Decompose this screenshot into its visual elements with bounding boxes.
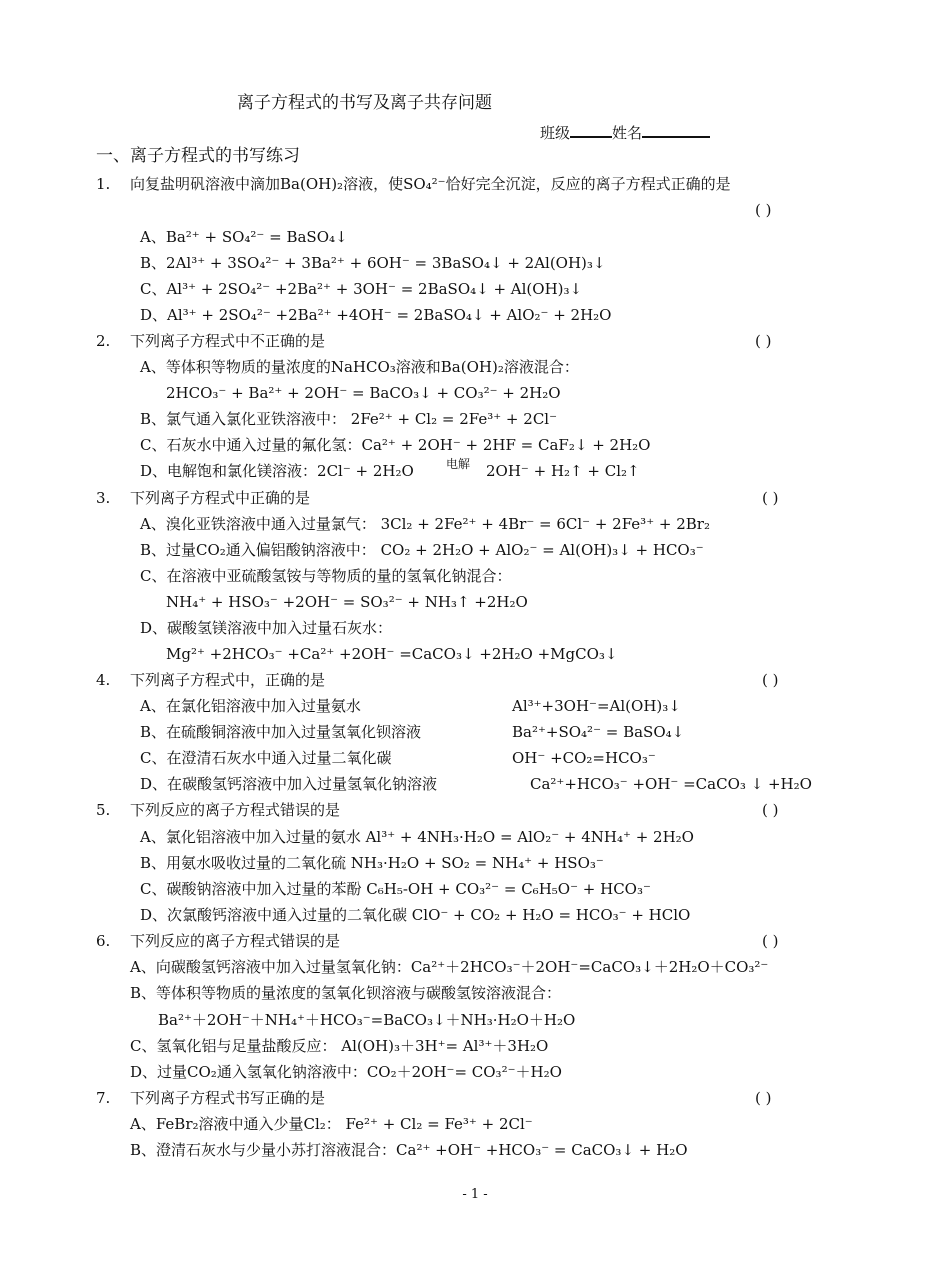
q7-answer-paren: ( ) xyxy=(755,1089,772,1107)
q5-num: 5. xyxy=(96,801,111,819)
q2-answer-paren: ( ) xyxy=(755,332,772,350)
q4-option-a: A、在氯化铝溶液中加入过量氨水 xyxy=(140,697,361,715)
q3-num: 3. xyxy=(96,489,111,507)
q4-option-d-eq: Ca²⁺+HCO₃⁻ +OH⁻ =CaCO₃ ↓ +H₂O xyxy=(530,775,812,793)
q5-stem: 下列反应的离子方程式错误的是 xyxy=(130,801,341,819)
class-label: 班级 xyxy=(540,124,571,142)
q2-num: 2. xyxy=(96,332,111,350)
q5-option-c: C、碳酸钠溶液中加入过量的苯酚 C₆H₅-OH + CO₃²⁻ = C₆H₅O⁻ + HCO₃⁻ xyxy=(140,880,651,898)
q4-option-c: C、在澄清石灰水中通入过量二氧化碳 xyxy=(140,749,392,767)
q3-option-d-eq: Mg²⁺ +2HCO₃⁻ +Ca²⁺ +2OH⁻ =CaCO₃↓ +2H₂O +MgCO₃↓ xyxy=(166,645,618,663)
q2-option-c: C、石灰水中通入过量的氟化氢：Ca²⁺ + 2OH⁻ + 2HF = CaF₂↓ + 2H₂O xyxy=(140,436,651,454)
q4-answer-paren: ( ) xyxy=(762,671,779,689)
name-blank xyxy=(642,122,710,138)
q2-electrolysis-label: 电解 xyxy=(446,457,471,471)
q4-option-d: D、在碳酸氢钙溶液中加入过量氢氧化钠溶液 xyxy=(140,775,438,793)
q5-answer-paren: ( ) xyxy=(762,801,779,819)
q4-option-c-eq: OH⁻ +CO₂=HCO₃⁻ xyxy=(512,749,656,767)
q6-option-c: C、氢氧化铝与足量盐酸反应： Al(OH)₃＋3H⁺= Al³⁺＋3H₂O xyxy=(130,1037,549,1055)
q3-stem: 下列离子方程式中正确的是 xyxy=(130,489,311,507)
q4-option-a-eq: Al³⁺+3OH⁻=Al(OH)₃↓ xyxy=(512,697,681,715)
q1-option-b: B、2Al³⁺ + 3SO₄²⁻ + 3Ba²⁺ + 6OH⁻ = 3BaSO₄↓ + 2Al(OH)₃↓ xyxy=(140,254,606,272)
q3-option-b: B、过量CO₂通入偏铝酸钠溶液中： CO₂ + 2H₂O + AlO₂⁻ = Al(OH)₃↓ + HCO₃⁻ xyxy=(140,541,704,559)
q2-option-a: A、等体积等物质的量浓度的NaHCO₃溶液和Ba(OH)₂溶液混合： xyxy=(140,358,579,376)
question-1 xyxy=(96,174,110,194)
class-blank xyxy=(570,122,612,138)
q3-option-a: A、溴化亚铁溶液中通入过量氯气： 3Cl₂ + 2Fe²⁺ + 4Br⁻ = 6Cl⁻ + 2Fe³⁺ + 2Br₂ xyxy=(140,515,710,533)
q2-option-d: D、电解饱和氯化镁溶液：2Cl⁻ + 2H₂O xyxy=(140,462,414,480)
q4-stem: 下列离子方程式中，正确的是 xyxy=(130,671,326,689)
q7-num: 7. xyxy=(96,1089,111,1107)
q6-option-d: D、过量CO₂通入氢氧化钠溶液中：CO₂＋2OH⁻= CO₃²⁻＋H₂O xyxy=(130,1063,562,1081)
q6-option-b-eq: Ba²⁺＋2OH⁻＋NH₄⁺＋HCO₃⁻=BaCO₃↓＋NH₃·H₂O＋H₂O xyxy=(158,1011,576,1029)
section-heading: 一、离子方程式的书写练习 xyxy=(96,146,300,166)
q1-answer-paren: ( ) xyxy=(755,201,772,219)
q6-num: 6. xyxy=(96,932,111,950)
q7-stem: 下列离子方程式书写正确的是 xyxy=(130,1089,326,1107)
q2-option-a-eq: 2HCO₃⁻ + Ba²⁺ + 2OH⁻ = BaCO₃↓ + CO₃²⁻ + 2H₂O xyxy=(166,384,561,402)
q3-option-d: D、碳酸氢镁溶液中加入过量石灰水： xyxy=(140,619,393,637)
q1-option-c: C、Al³⁺ + 2SO₄²⁻ +2Ba²⁺ + 3OH⁻ = 2BaSO₄↓ + Al(OH)₃↓ xyxy=(140,280,583,298)
page-title: 离子方程式的书写及离子共存问题 xyxy=(237,93,492,113)
q1-option-a: A、Ba²⁺ + SO₄²⁻ = BaSO₄↓ xyxy=(140,228,348,246)
q4-option-b-eq: Ba²⁺+SO₄²⁻ = BaSO₄↓ xyxy=(512,723,685,741)
q3-option-c-eq: NH₄⁺ + HSO₃⁻ +2OH⁻ = SO₃²⁻ + NH₃↑ +2H₂O xyxy=(166,593,528,611)
q5-option-a: A、氯化铝溶液中加入过量的氨水 Al³⁺ + 4NH₃·H₂O = AlO₂⁻ + 4NH₄⁺ + 2H₂O xyxy=(140,828,694,846)
q7-option-a: A、FeBr₂溶液中通入少量Cl₂： Fe²⁺ + Cl₂ = Fe³⁺ + 2Cl⁻ xyxy=(130,1115,533,1133)
q5-option-b: B、用氨水吸收过量的二氧化硫 NH₃·H₂O + SO₂ = NH₄⁺ + HSO₃⁻ xyxy=(140,854,604,872)
q6-option-b: B、等体积等物质的量浓度的氢氧化钡溶液与碳酸氢铵溶液混合： xyxy=(130,984,562,1002)
q4-option-b: B、在硫酸铜溶液中加入过量氢氧化钡溶液 xyxy=(140,723,422,741)
q6-option-a: A、向碳酸氢钙溶液中加入过量氢氧化钠：Ca²⁺＋2HCO₃⁻＋2OH⁻=CaCO₃↓＋2H₂O＋CO₃²⁻ xyxy=(130,958,769,976)
q4-num: 4. xyxy=(96,671,111,689)
q1-option-d: D、Al³⁺ + 2SO₄²⁻ +2Ba²⁺ +4OH⁻ = 2BaSO₄↓ + AlO₂⁻ + 2H₂O xyxy=(140,306,612,324)
q5-option-d: D、次氯酸钙溶液中通入过量的二氧化碳 ClO⁻ + CO₂ + H₂O = HCO₃⁻ + HClO xyxy=(140,906,691,924)
q6-answer-paren: ( ) xyxy=(762,932,779,950)
q2-option-d-products: 2OH⁻ + H₂↑ + Cl₂↑ xyxy=(486,462,640,480)
page-number: - 1 - xyxy=(462,1187,488,1202)
q3-option-c: C、在溶液中亚硫酸氢铵与等物质的量的氢氧化钠混合： xyxy=(140,567,512,585)
q1-num: 1. xyxy=(96,175,111,193)
q1-stem: 向复盐明矾溶液中滴加Ba(OH)₂溶液，使SO₄²⁻恰好完全沉淀，反应的离子方程式正确的是 xyxy=(130,175,731,193)
class-name-header xyxy=(540,122,710,143)
q3-answer-paren: ( ) xyxy=(762,489,779,507)
q2-option-b: B、氯气通入氯化亚铁溶液中： 2Fe²⁺ + Cl₂ = 2Fe³⁺ + 2Cl⁻ xyxy=(140,410,558,428)
q2-stem: 下列离子方程式中不正确的是 xyxy=(130,332,326,350)
q6-stem: 下列反应的离子方程式错误的是 xyxy=(130,932,341,950)
q7-option-b: B、澄清石灰水与少量小苏打溶液混合：Ca²⁺ +OH⁻ +HCO₃⁻ = CaCO₃↓ + H₂O xyxy=(130,1141,688,1159)
name-label: 姓名 xyxy=(612,124,643,142)
